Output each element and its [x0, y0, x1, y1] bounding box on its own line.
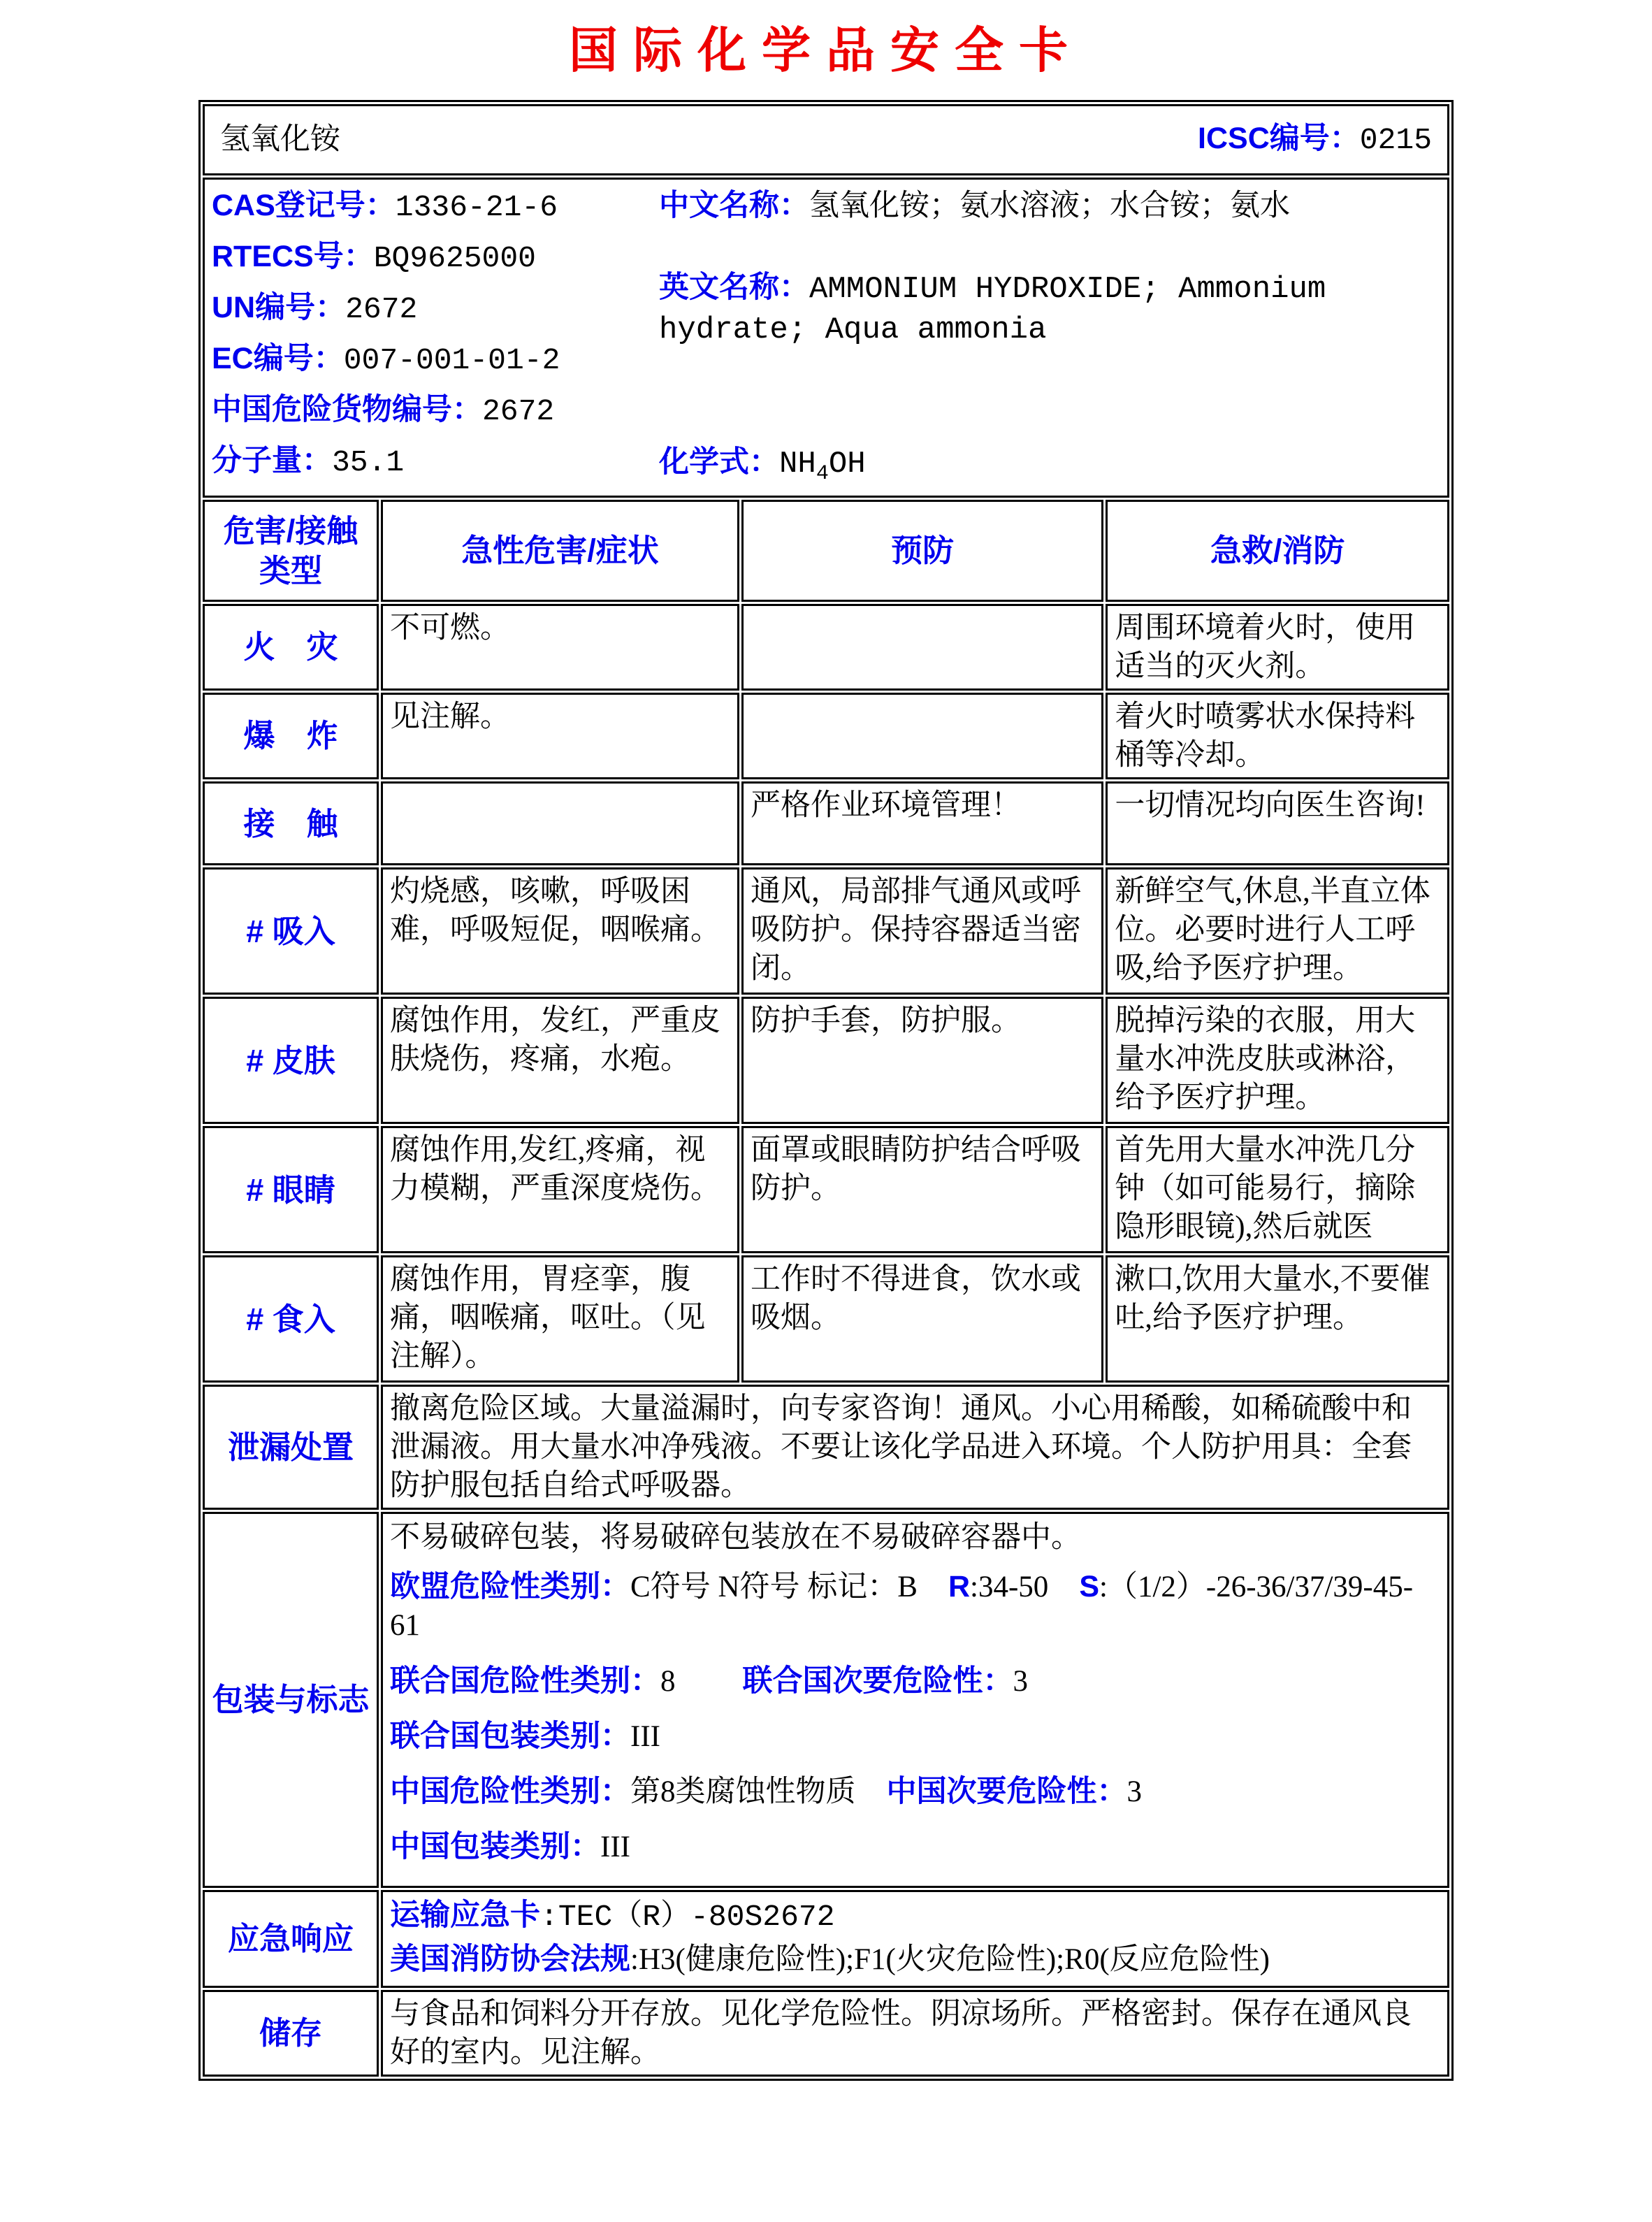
china-dg-number-line: [212, 391, 659, 431]
english-name-line: [659, 268, 1440, 350]
s-phrase-label: S: [1079, 1570, 1099, 1604]
packaging-label: 包装与标志: [203, 1512, 379, 1887]
tec-card-label: 运输应急卡: [390, 1898, 541, 1932]
cn-class-value: 第8类腐蚀性物质: [630, 1775, 856, 1808]
hazard-row-ingestion: [203, 1255, 1449, 1383]
identification-columns: [212, 182, 1440, 493]
explosion-label: 爆 炸: [203, 693, 379, 779]
packaging-line-unbreakable: 不易破碎包装，将易破碎包装放在不易破碎容器中。: [390, 1521, 1082, 1554]
nfpa-code-label: 美国消防协会法规: [390, 1942, 631, 1976]
eyes-label: # 眼睛: [203, 1126, 379, 1253]
hazard-row-explosion: [203, 693, 1449, 779]
exposure-label: 接 触: [203, 781, 379, 865]
icsc-number-value: 0215: [1359, 123, 1432, 158]
molecular-weight-value: 35.1: [332, 445, 405, 480]
exposure-prevention: 严格作业环境管理！: [741, 781, 1103, 865]
explosion-prevention: [741, 693, 1103, 779]
hazard-row-exposure: [203, 781, 1449, 865]
skin-prevention: 防护手套，防护服。: [741, 997, 1103, 1124]
un-pack-value: III: [630, 1719, 661, 1753]
hazard-header-row: [203, 500, 1449, 602]
fire-aid: 周围环境着火时，使用适当的灭火剂。: [1106, 604, 1449, 691]
packaging-line-un-class: [390, 1662, 1440, 1701]
emergency-line-tec: [390, 1896, 1440, 1936]
inhalation-label: # 吸入: [203, 867, 379, 995]
ec-number-line: [212, 340, 659, 380]
formula-base: NH: [779, 447, 816, 482]
eyes-symptoms: 腐蚀作用,发红,疼痛，视力模糊，严重深度烧伤。: [381, 1126, 739, 1253]
exposure-aid: 一切情况均向医生咨询!: [1106, 781, 1449, 865]
exposure-symptoms: [381, 781, 739, 865]
card-header-row: [203, 104, 1449, 175]
un-number-line: [212, 289, 659, 329]
cas-number-label: CAS登记号：: [212, 189, 396, 222]
english-name-value: AMMONIUM HYDROXIDE; Ammonium hydrate; Aqua ammonia: [659, 272, 1326, 348]
header-acute-symptoms: 急性危害/症状: [381, 500, 739, 602]
s-phrase-value: :（1/2）-26-36/37/39-45-61: [390, 1571, 1414, 1643]
tec-card-value: :TEC（R）-80S2672: [540, 1899, 835, 1934]
formula-subscript: 4: [816, 461, 829, 486]
packaging-line-cn-pack: [390, 1828, 1440, 1866]
packaging-row: [203, 1512, 1449, 1887]
chemical-name: 氢氧化铵: [220, 123, 340, 157]
header-firstaid-firefighting: 急救/消防: [1106, 500, 1449, 602]
cas-number-line: [212, 187, 659, 226]
inhalation-aid: 新鲜空气,休息,半直立体位。必要时进行人工呼吸,给予医疗护理。: [1106, 867, 1449, 995]
cn-class-label: 中国危险性类别：: [390, 1774, 631, 1808]
chinese-name-value: 氢氧化铵；氨水溶液；水合铵；氨水: [809, 189, 1290, 222]
eyes-aid: 首先用大量水冲洗几分钟（如可能易行，摘除隐形眼镜),然后就医: [1106, 1126, 1449, 1253]
hazard-row-eyes: [203, 1126, 1449, 1253]
skin-aid: 脱掉污染的衣服，用大量水冲洗皮肤或淋浴，给予医疗护理。: [1106, 997, 1449, 1124]
formula-value: [779, 447, 866, 486]
packaging-line-cn-class: [390, 1773, 1440, 1811]
r-phrase-label: R: [948, 1570, 971, 1604]
un-subrisk-label: 联合国次要危险性：: [742, 1664, 1013, 1698]
rtecs-number-line: [212, 238, 659, 277]
explosion-aid: 着火时喷雾状水保持料桶等冷却。: [1106, 693, 1449, 779]
china-dg-number-label: 中国危险货物编号：: [212, 393, 482, 427]
un-pack-label: 联合国包装类别：: [390, 1719, 631, 1753]
header-hazard-type: 危害/接触类型: [203, 500, 379, 602]
packaging-content: [381, 1512, 1449, 1887]
hazard-row-fire: [203, 604, 1449, 691]
packaging-line-eu: [390, 1568, 1440, 1645]
ingestion-prevention: 工作时不得进食，饮水或吸烟。: [741, 1255, 1103, 1383]
nfpa-code-value: :H3(健康危险性);F1(火灾危险性);R0(反应危险性): [630, 1942, 1270, 1976]
storage-row: [203, 1990, 1449, 2077]
eu-class-label: 欧盟危险性类别：: [390, 1570, 631, 1604]
cn-pack-value: III: [600, 1830, 631, 1863]
rtecs-number-label: RTECS号：: [212, 240, 374, 274]
identification-cell: [203, 178, 1449, 498]
emergency-content: [381, 1890, 1449, 1988]
identification-row: [203, 178, 1449, 498]
china-dg-number-value: 2672: [482, 394, 555, 429]
ingestion-aid: 漱口,饮用大量水,不要催吐,给予医疗护理。: [1106, 1255, 1449, 1383]
english-name-label: 英文名称：: [659, 270, 809, 305]
formula-line: [659, 443, 1440, 487]
cn-pack-label: 中国包装类别：: [390, 1829, 601, 1863]
emergency-label: 应急响应: [203, 1890, 379, 1988]
fire-label: 火 灾: [203, 604, 379, 691]
r-phrase-value: :34-50: [970, 1571, 1049, 1604]
un-number-value: 2672: [345, 292, 418, 327]
storage-label: 储存: [203, 1990, 379, 2077]
chinese-name-line: [659, 187, 1440, 225]
hazard-row-skin: [203, 997, 1449, 1124]
spillage-content: 撤离危险区域。大量溢漏时，向专家咨询！通风。小心用稀酸，如稀硫酸中和泄漏液。用大量水冲净残液。不要让该化学品进入环境。个人防护用具：全套防护服包括自给式呼吸器。: [381, 1385, 1449, 1510]
explosion-symptoms: 见注解。: [381, 693, 739, 779]
identifier-list: [212, 182, 659, 493]
emergency-line-nfpa: [390, 1940, 1440, 1979]
header-prevention: 预防: [741, 500, 1103, 602]
page-title: 国际化学品安全卡: [569, 23, 1083, 78]
card-header-cell: [203, 104, 1449, 175]
formula-rest: OH: [828, 447, 866, 482]
spillage-label: 泄漏处置: [203, 1385, 379, 1510]
spillage-row: [203, 1385, 1449, 1510]
skin-label: # 皮肤: [203, 997, 379, 1124]
fire-symptoms: 不可燃。: [381, 604, 739, 691]
ec-number-label: EC编号：: [212, 342, 344, 376]
names-column: [659, 182, 1440, 493]
inhalation-prevention: 通风，局部排气通风或呼吸防护。保持容器适当密闭。: [741, 867, 1103, 995]
icsc-number-label: ICSC编号：: [1198, 122, 1360, 156]
rtecs-number-value: BQ9625000: [373, 241, 536, 276]
formula-label: 化学式：: [659, 445, 779, 479]
cas-number-value: 1336-21-6: [395, 190, 558, 224]
hazard-row-inhalation: [203, 867, 1449, 995]
ec-number-value: 007-001-01-2: [343, 343, 560, 378]
un-number-label: UN编号：: [212, 291, 346, 325]
storage-content: 与食品和饲料分开存放。见化学危险性。阴凉场所。严格密封。保存在通风良好的室内。见注解。: [381, 1990, 1449, 2077]
un-subrisk-value: 3: [1013, 1664, 1029, 1698]
fire-prevention: [741, 604, 1103, 691]
name-row: [212, 120, 1440, 159]
skin-symptoms: 腐蚀作用，发红，严重皮肤烧伤，疼痛，水疱。: [381, 997, 739, 1124]
emergency-row: [203, 1890, 1449, 1988]
inhalation-symptoms: 灼烧感，咳嗽，呼吸困难，呼吸短促，咽喉痛。: [381, 867, 739, 995]
icsc-card-table: [198, 100, 1454, 2081]
cn-subrisk-value: 3: [1126, 1775, 1143, 1808]
eyes-prevention: 面罩或眼睛防护结合呼吸防护。: [741, 1126, 1103, 1253]
chinese-name-label: 中文名称：: [659, 189, 809, 222]
cn-subrisk-label: 中国次要危险性：: [886, 1774, 1127, 1808]
icsc-number: [1198, 120, 1432, 159]
un-class-value: 8: [660, 1664, 676, 1698]
packaging-line-un-pack: [390, 1717, 1440, 1756]
ingestion-symptoms: 腐蚀作用，胃痉挛，腹痛，咽喉痛，呕吐。（见注解）。: [381, 1255, 739, 1383]
eu-class-value: C符号 N符号 标记：B: [630, 1571, 918, 1604]
ingestion-label: # 食入: [203, 1255, 379, 1383]
molecular-weight-line: [212, 442, 659, 482]
molecular-weight-label: 分子量：: [212, 444, 332, 478]
un-class-label: 联合国危险性类别：: [390, 1664, 661, 1698]
